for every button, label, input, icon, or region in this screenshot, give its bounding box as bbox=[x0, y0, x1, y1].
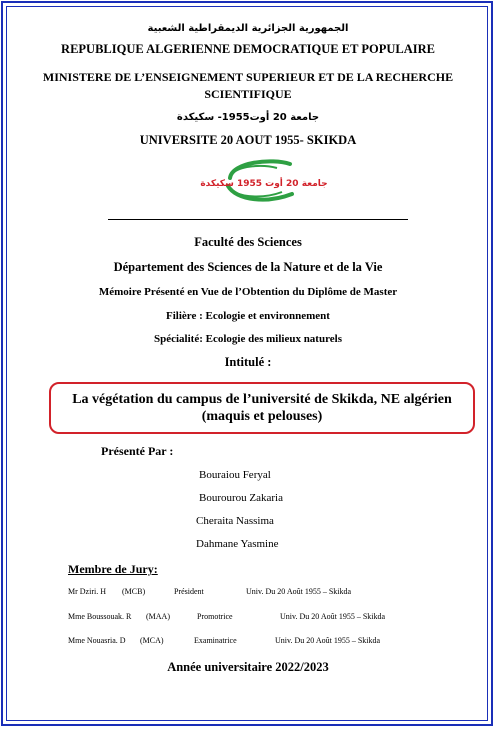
thesis-title-line2: (maquis et pelouses) bbox=[201, 409, 323, 424]
university-logo-graphic bbox=[200, 156, 328, 206]
jury-member-name: Mr Dziri. H bbox=[68, 587, 106, 596]
jury-member-grade: (MAA) bbox=[146, 612, 170, 621]
department-name: Département des Sciences de la Nature et de la Vie bbox=[113, 260, 383, 274]
arabic-university-heading: جامعة 20 أوت1955- سكيكدة bbox=[176, 112, 320, 123]
jury-row-president bbox=[68, 587, 428, 597]
memoire-statement: Mémoire Présenté en Vue de l’Obtention du Diplôme de Master bbox=[98, 286, 398, 298]
jury-row-promotrice bbox=[68, 612, 428, 622]
jury-member-name: Mme Nouasria. D bbox=[68, 636, 126, 645]
jury-member-name: Mme Boussouak. R bbox=[68, 612, 132, 621]
arabic-republic-heading: الجمهورية الجزائرية الديمقراطية الشعبية bbox=[147, 23, 349, 34]
thesis-title-box bbox=[49, 382, 475, 434]
university-logo bbox=[200, 156, 328, 206]
ministry-heading-line2: SCIENTIFIQUE bbox=[204, 87, 292, 101]
university-heading: UNIVERSITE 20 AOUT 1955- SKIKDA bbox=[139, 133, 357, 147]
author-2: Bourourou Zakaria bbox=[199, 492, 283, 504]
republic-heading: REPUBLIQUE ALGERIENNE DEMOCRATIQUE ET POPULAIRE bbox=[61, 42, 435, 56]
filiere-line: Filière : Ecologie et environnement bbox=[166, 310, 330, 322]
jury-member-univ: Univ. Du 20 Août 1955 – Skikda bbox=[275, 636, 381, 645]
jury-member-grade: (MCB) bbox=[122, 587, 146, 596]
jury-member-role: Président bbox=[174, 587, 204, 596]
author-3: Cheraita Nassima bbox=[196, 515, 274, 527]
thesis-title bbox=[72, 391, 452, 425]
header-divider bbox=[108, 219, 408, 220]
faculty-name: Faculté des Sciences bbox=[194, 235, 302, 249]
academic-year: Année universitaire 2022/2023 bbox=[167, 660, 329, 674]
logo-text: جامعة 20 أوت 1955 سكيكدة bbox=[200, 179, 328, 189]
author-1: Bouraiou Feryal bbox=[199, 469, 271, 481]
jury-member-role: Promotrice bbox=[197, 612, 233, 621]
intitule-label: Intitulé : bbox=[224, 355, 272, 369]
presented-by-label: Présenté Par : bbox=[101, 444, 174, 458]
thesis-title-line1: La végétation du campus de l’université de Skikda, NE algérien bbox=[72, 392, 452, 407]
jury-member-univ: Univ. Du 20 Août 1955 – Skikda bbox=[246, 587, 352, 596]
jury-member-grade: (MCA) bbox=[140, 636, 164, 645]
jury-row-examinatrice bbox=[68, 636, 428, 646]
jury-member-role: Examinatrice bbox=[194, 636, 237, 645]
ministry-heading-line1: MINISTERE DE L’ENSEIGNEMENT SUPERIEUR ET DE LA RECHERCHE bbox=[42, 70, 454, 84]
jury-label: Membre de Jury: bbox=[68, 562, 158, 576]
author-4: Dahmane Yasmine bbox=[196, 538, 279, 550]
specialite-line: Spécialité: Ecologie des milieux naturels bbox=[153, 333, 342, 345]
jury-member-univ: Univ. Du 20 Août 1955 – Skikda bbox=[280, 612, 386, 621]
